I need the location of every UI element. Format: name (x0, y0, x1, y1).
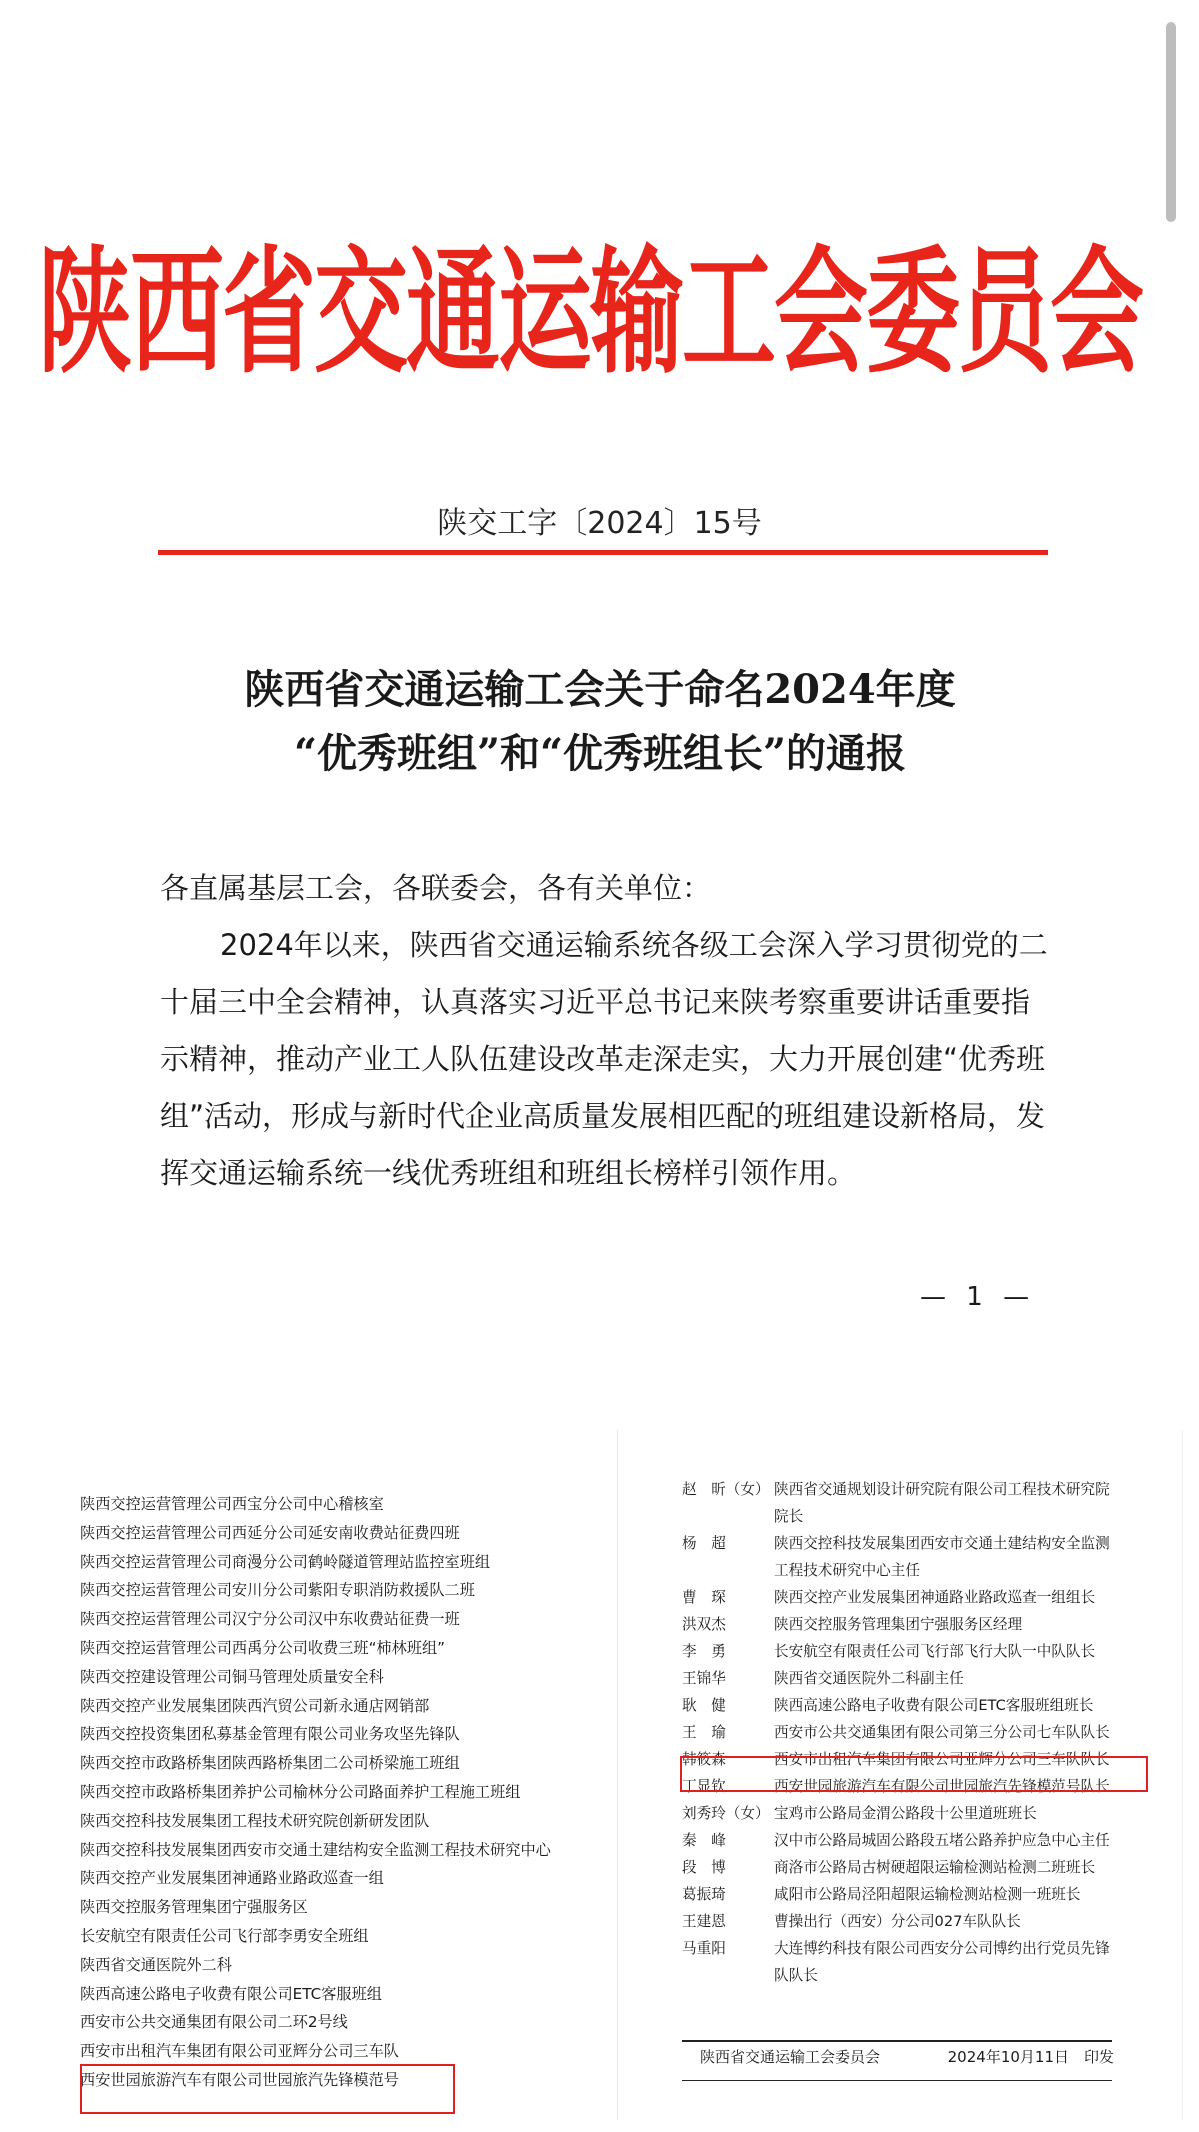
notice-title-line-2: “优秀班组”和“优秀班组长”的通报 (293, 730, 907, 777)
leader-name: 杨 超 (682, 1535, 726, 1552)
leader-name: 王锦华 (682, 1670, 726, 1687)
issuance-footer (700, 2046, 1114, 2067)
body-paragraph: 2024年以来，陕西省交通运输系统各级工会深入学习贯彻党的二十届三中全会精神，认真落实习近平总书记来陕考察重要讲话重要指示精神，推动产业工人队伍建设改革走深走实，大力开展创建“优秀班组”活动，形成与新时代企业高质量发展相匹配的班组建设新格局，发挥交通运输系统一线优秀班组和班组长榜样引领作用。 (160, 928, 1048, 1190)
leader-name: 韩筱森 (682, 1751, 726, 1768)
team-item: 陕西交控市政路桥集团陕西路桥集团二公司桥梁施工班组 (80, 1754, 460, 1773)
excellent-leaders-list (682, 1476, 1122, 1989)
leader-role: 陕西交控产业发展集团神通路业路政巡查一组组长 (774, 1589, 1096, 1606)
team-item: 西安世园旅游汽车有限公司世园旅汽先锋模范号 (80, 2070, 399, 2089)
highlight-box-leader (680, 1756, 1148, 1792)
leader-name: 葛振琦 (682, 1886, 726, 1903)
leader-row (682, 1935, 1122, 1989)
leader-name: 丁显钦 (682, 1778, 726, 1795)
excellent-teams-list (80, 1490, 620, 2095)
team-item: 西安市出租汽车集团有限公司亚辉分公司三车队 (80, 2042, 399, 2061)
team-item: 陕西交控产业发展集团陕西汽贸公司新永通店网销部 (80, 1696, 430, 1715)
team-item: 陕西交控产业发展集团神通路业路政巡查一组 (80, 1869, 384, 1888)
team-item: 陕西交控服务管理集团宁强服务区 (80, 1898, 308, 1917)
page-edge (1182, 1430, 1183, 2120)
footer-issuer: 陕西省交通运输工会委员会 (700, 2048, 881, 2066)
notice-title-line-1: 陕西省交通运输工会关于命名2024年度 (244, 666, 956, 713)
leader-row (682, 1827, 1122, 1854)
leader-row (682, 1719, 1122, 1746)
team-item: 陕西省交通医院外二科 (80, 1955, 232, 1974)
leader-role: 陕西高速公路电子收费有限公司ETC客服班组班长 (774, 1697, 1094, 1714)
footer-rule-bottom (682, 2080, 1112, 2081)
team-item: 陕西交控科技发展集团工程技术研究院创新研发团队 (80, 1811, 430, 1830)
leader-name: 段 博 (682, 1859, 726, 1876)
red-divider-line (158, 550, 1048, 555)
leader-row (682, 1908, 1122, 1935)
leader-role: 曹操出行（西安）分公司027车队队长 (774, 1913, 1021, 1930)
team-item: 陕西交控运营管理公司商漫分公司鹤岭隧道管理站监控室班组 (80, 1552, 491, 1571)
leader-row (682, 1638, 1122, 1665)
team-item: 西安市公共交通集团有限公司二环2号线 (80, 2013, 348, 2032)
team-item: 陕西交控运营管理公司汉宁分公司汉中东收费站征费一班 (80, 1610, 460, 1629)
leader-role: 咸阳市公路局泾阳超限运输检测站检测一班班长 (774, 1886, 1081, 1903)
leader-name: 耿 健 (682, 1697, 726, 1714)
leader-role: 西安市出租汽车集团有限公司亚辉分公司三车队队长 (774, 1751, 1110, 1768)
leader-role: 西安市公共交通集团有限公司第三分公司七车队队长 (774, 1724, 1110, 1741)
leader-role: 陕西省交通医院外二科副主任 (774, 1670, 964, 1687)
leader-row (682, 1692, 1122, 1719)
leader-role: 宝鸡市公路局金渭公路段十公里道班班长 (774, 1805, 1037, 1822)
team-item: 陕西交控市政路桥集团养护公司榆林分公司路面养护工程施工班组 (80, 1782, 521, 1801)
leader-role: 陕西交控科技发展集团西安市交通土建结构安全监测工程技术研究中心主任 (774, 1535, 1110, 1579)
leader-role: 商洛市公路局古树硬超限运输检测站检测二班班长 (774, 1859, 1096, 1876)
leader-row (682, 1584, 1122, 1611)
leader-row (682, 1881, 1122, 1908)
team-item: 陕西交控运营管理公司西延分公司延安南收费站征费四班 (80, 1523, 460, 1542)
notice-title (150, 658, 1050, 786)
leader-name: 刘秀玲（女） (682, 1805, 770, 1822)
leader-name: 曹 琛 (682, 1589, 726, 1606)
footer-date: 2024年10月11日 印发 (947, 2048, 1114, 2066)
leader-row (682, 1476, 1122, 1530)
leader-row (682, 1854, 1122, 1881)
leader-row (682, 1611, 1122, 1638)
leader-name: 李 勇 (682, 1643, 726, 1660)
leader-name: 赵 昕（女） (682, 1481, 770, 1498)
team-item: 长安航空有限责任公司飞行部李勇安全班组 (80, 1926, 369, 1945)
highlight-box-team (80, 2064, 455, 2114)
page-number-dash-left: — (920, 1282, 946, 1312)
page-number-value: 1 (966, 1282, 983, 1312)
leader-role: 西安世园旅游汽车有限公司世园旅汽先锋模范号队长 (774, 1778, 1110, 1795)
leader-row (682, 1665, 1122, 1692)
team-item: 陕西交控运营管理公司西禹分公司收费三班“柿林班组” (80, 1638, 446, 1657)
team-item: 陕西交控运营管理公司西宝分公司中心稽核室 (80, 1495, 384, 1513)
leader-role: 陕西交控服务管理集团宁强服务区经理 (774, 1616, 1023, 1633)
leader-name: 秦 峰 (682, 1832, 726, 1849)
team-item: 陕西交控运营管理公司安川分公司紫阳专职消防救援队二班 (80, 1581, 475, 1600)
notice-body (160, 860, 1050, 1202)
page-divider (617, 1430, 618, 2120)
document-number: 陕交工字〔2024〕15号 (437, 506, 762, 541)
masthead-title: 陕西省交通运输工会委员会 (38, 232, 1143, 393)
leader-row (682, 1800, 1122, 1827)
leader-name: 王建恩 (682, 1913, 726, 1930)
footer-rule-top (682, 2040, 1112, 2042)
leader-row (682, 1530, 1122, 1584)
page-number (920, 1282, 1029, 1312)
team-item: 陕西高速公路电子收费有限公司ETC客服班组 (80, 1984, 382, 2003)
leader-role: 汉中市公路局城固公路段五堵公路养护应急中心主任 (774, 1832, 1110, 1849)
team-item: 陕西交控科技发展集团西安市交通土建结构安全监测工程技术研究中心 (80, 1840, 551, 1859)
leader-name: 王 瑜 (682, 1724, 726, 1741)
leader-role: 长安航空有限责任公司飞行部飞行大队一中队队长 (774, 1643, 1096, 1660)
leader-role: 大连博约科技有限公司西安分公司博约出行党员先锋队队长 (774, 1940, 1110, 1984)
leader-name: 马重阳 (682, 1940, 726, 1957)
team-item: 陕西交控投资集团私募基金管理有限公司业务攻坚先锋队 (80, 1725, 460, 1744)
leader-name: 洪双杰 (682, 1616, 726, 1633)
scrollbar[interactable] (1166, 22, 1176, 222)
salutation: 各直属基层工会，各联委会，各有关单位： (160, 871, 712, 905)
leader-role: 陕西省交通规划设计研究院有限公司工程技术研究院院长 (774, 1481, 1110, 1525)
team-item: 陕西交控建设管理公司铜马管理处质量安全科 (80, 1667, 384, 1686)
page-number-dash-right: — (1003, 1282, 1030, 1312)
